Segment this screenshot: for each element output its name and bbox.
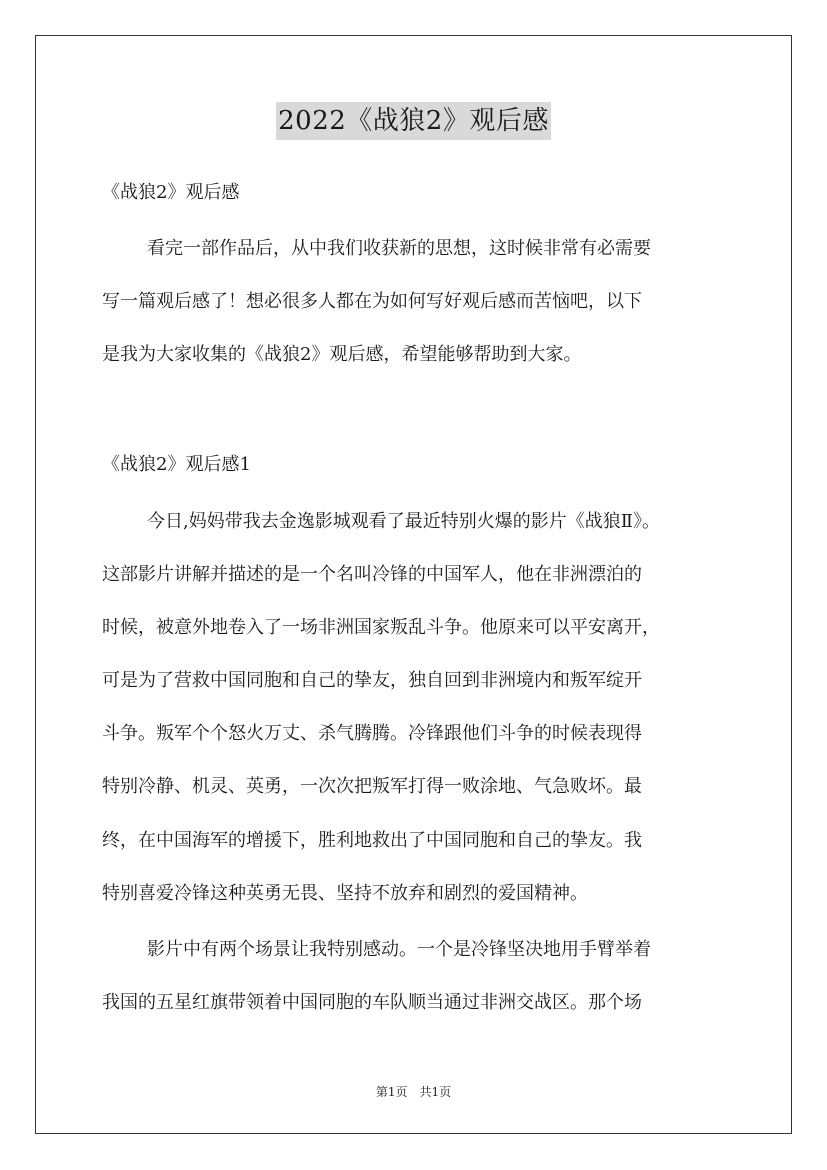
paragraph-line: 今日,妈妈带我去金逸影城观看了最近特别火爆的影片《战狼Ⅱ》。	[147, 511, 660, 532]
intro-heading: 《战狼2》观后感	[102, 182, 240, 203]
paragraph-line: 斗争。叛军个个怒火万丈、杀气腾腾。冷锋跟他们斗争的时候表现得	[102, 723, 642, 744]
section-heading: 《战狼2》观后感1	[102, 454, 251, 475]
page-number: 第1页 共1页	[375, 1085, 452, 1099]
paragraph-line: 这部影片讲解并描述的是一个名叫冷锋的中国军人，他在非洲漂泊的	[102, 564, 642, 585]
paragraph-line: 影片中有两个场景让我特别感动。一个是冷锋坚决地用手臂举着	[147, 939, 651, 960]
intro-line: 看完一部作品后，从中我们收获新的思想，这时候非常有必需要	[147, 238, 651, 259]
paragraph-line: 特别喜爱冷锋这种英勇无畏、坚持不放弃和剧烈的爱国精神。	[102, 883, 588, 904]
paragraph-line: 时候，被意外地卷入了一场非洲国家叛乱斗争。他原来可以平安离开，	[102, 617, 660, 638]
paragraph-line: 我国的五星红旗带领着中国同胞的车队顺当通过非洲交战区。那个场	[102, 992, 642, 1013]
document-title: 2022《战狼2》观后感	[276, 102, 551, 140]
paragraph-line: 特别冷静、机灵、英勇，一次次把叛军打得一败涂地、气急败坏。最	[102, 776, 642, 797]
title-container	[0, 102, 827, 140]
paragraph-line: 终，在中国海军的增援下，胜利地救出了中国同胞和自己的挚友。我	[102, 830, 642, 851]
intro-line: 是我为大家收集的《战狼2》观后感，希望能够帮助到大家。	[102, 344, 582, 365]
paragraph-line: 可是为了营救中国同胞和自己的挚友，独自回到非洲境内和叛军绽开	[102, 670, 642, 691]
intro-line: 写一篇观后感了！想必很多人都在为如何写好观后感而苦恼吧，以下	[102, 291, 642, 312]
